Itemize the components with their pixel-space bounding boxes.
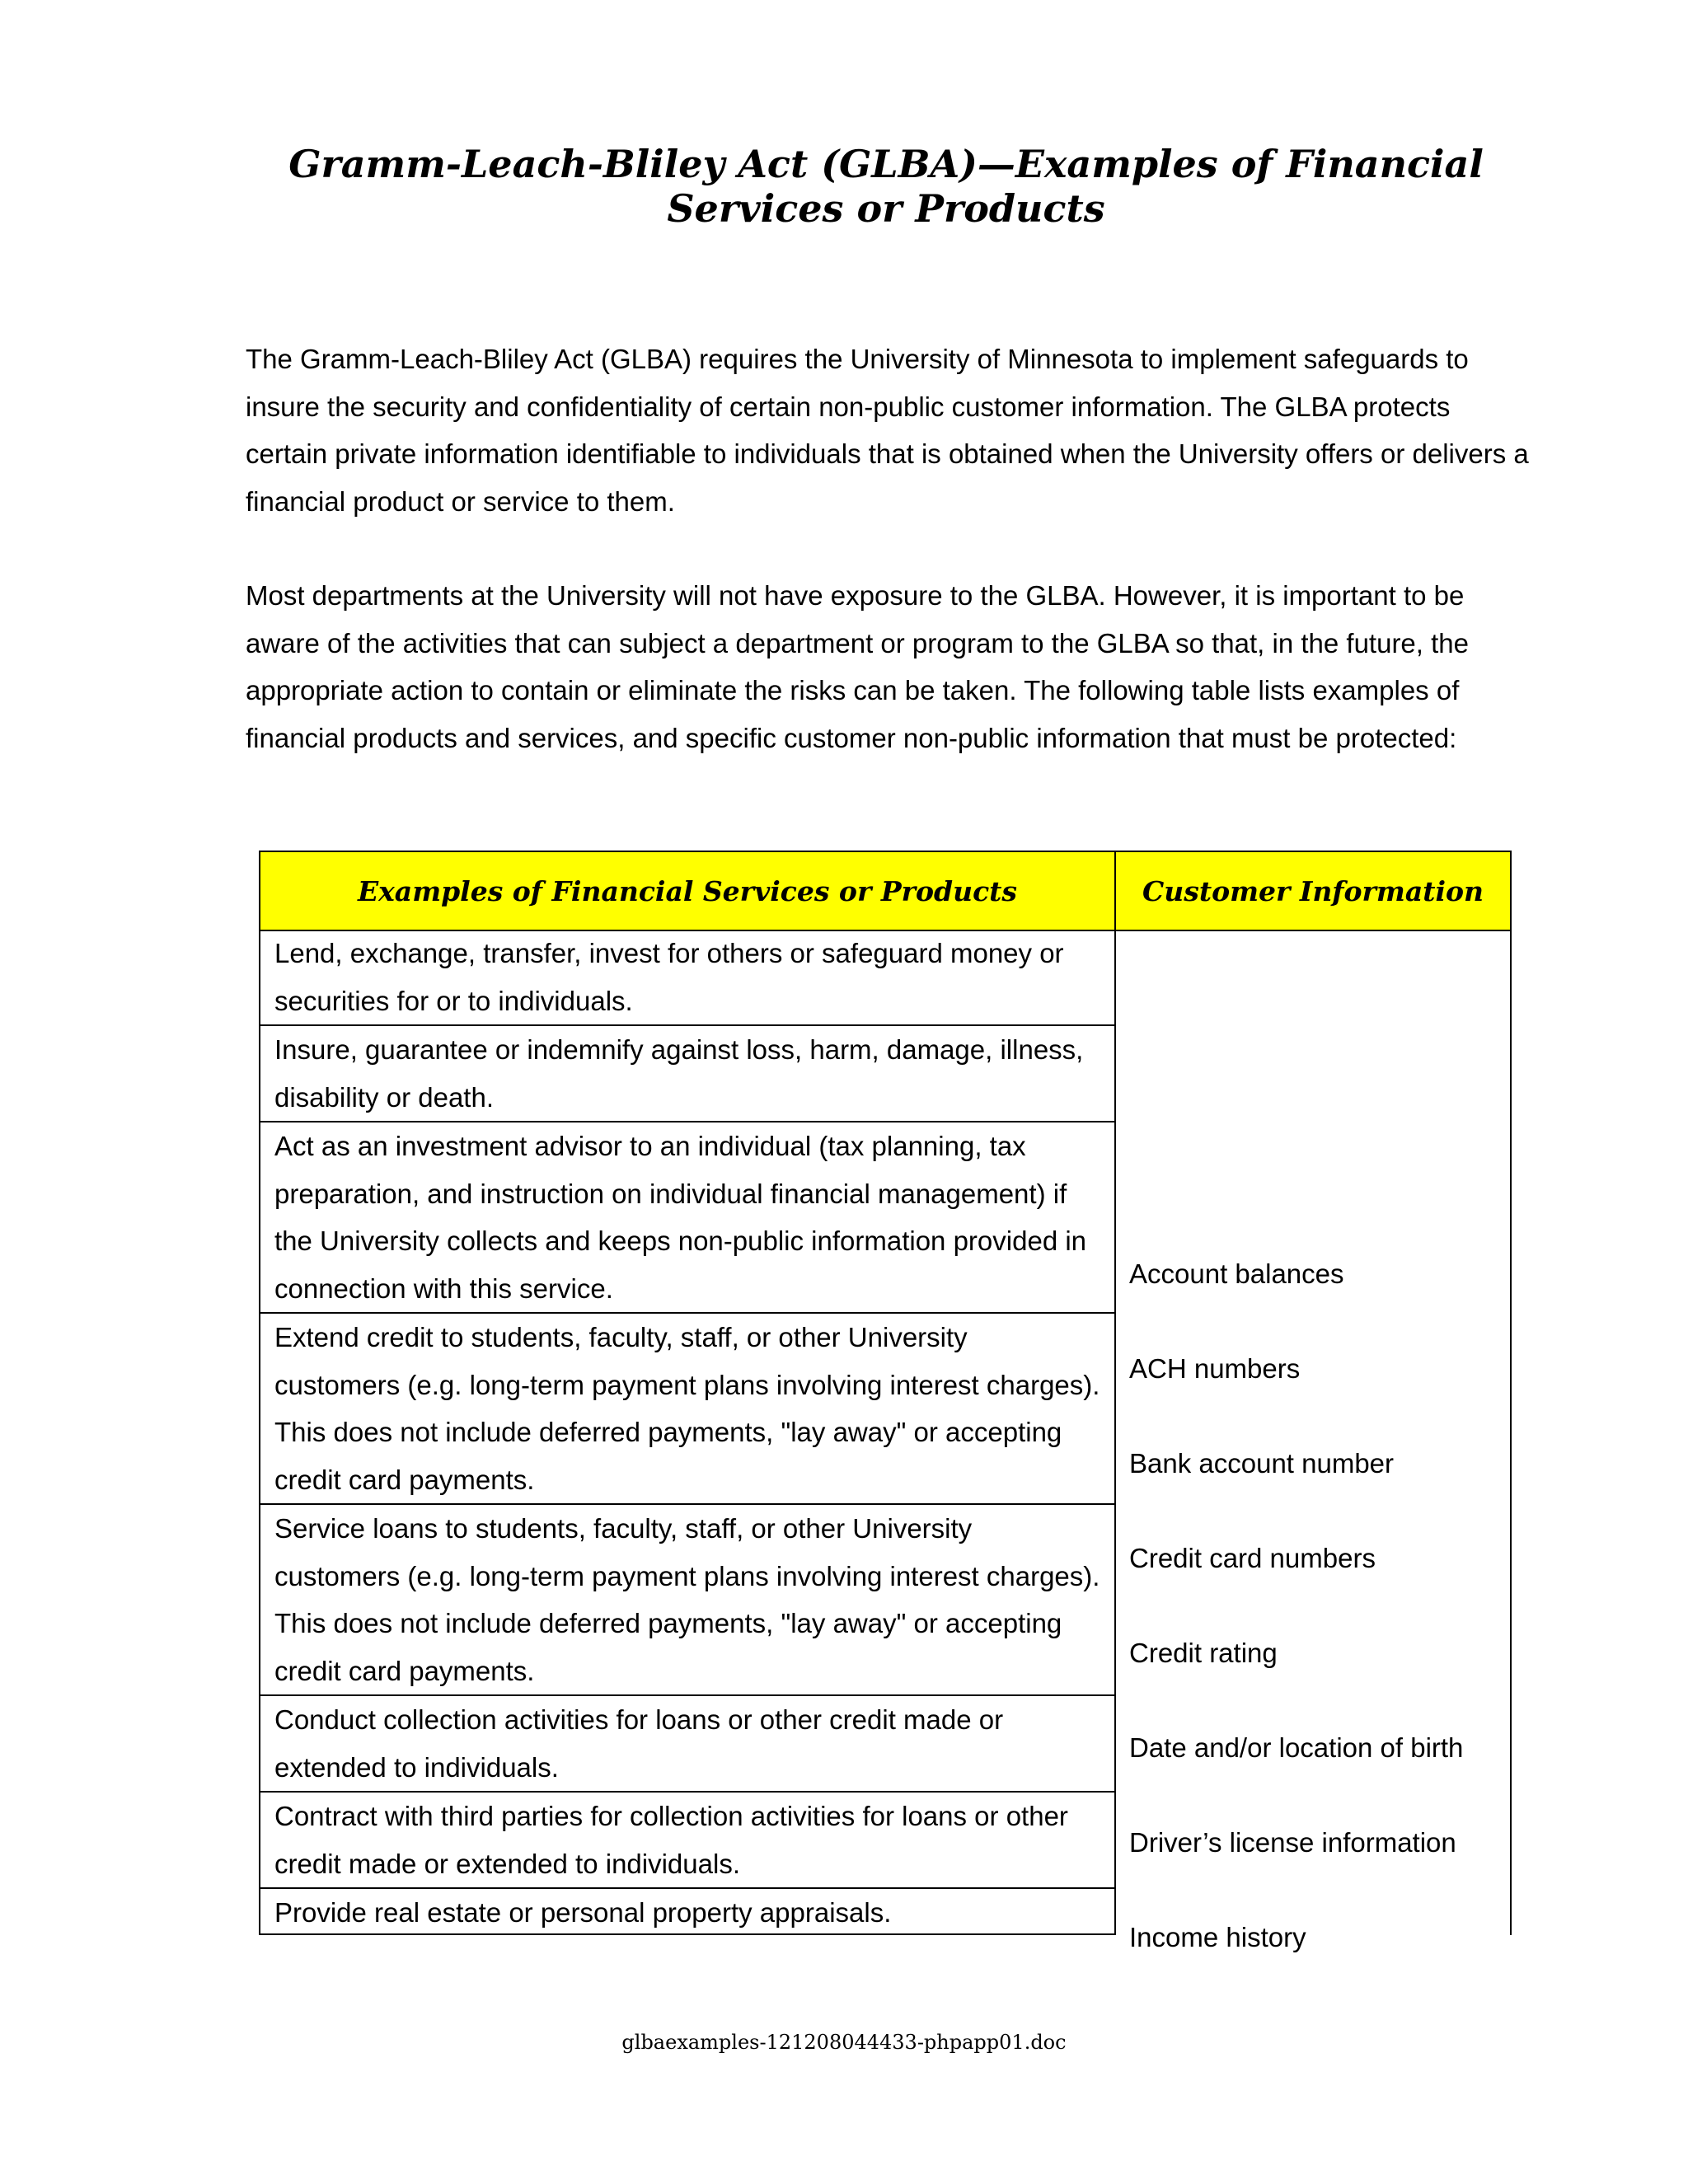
row-text-line: Act as an investment advisor to an individual (tax planning, tax	[274, 1131, 1026, 1161]
row-text-line: securities for or to individuals.	[274, 985, 633, 1016]
row-text-line: disability or death.	[274, 1081, 494, 1113]
document-footer: glbaexamples-121208044433-phpapp01.doc	[621, 2031, 1067, 2054]
row-text-line: credit card payments.	[274, 1464, 535, 1495]
row-text-line: the University collects and keeps non-public information provided in	[274, 1226, 1087, 1256]
row-text-line: Insure, guarantee or indemnify against loss, harm, damage, illness,	[274, 1034, 1084, 1065]
paragraph-line: financial products and services, and specific customer non-public information that must be protected:	[246, 722, 1457, 753]
customer-info-column	[1114, 930, 1512, 1952]
row-text-line: customers (e.g. long-term payment plans involving interest charges).	[274, 1369, 1100, 1400]
list-item: Bank account number	[1129, 1448, 1395, 1479]
row-text-line: Conduct collection activities for loans or other credit made or	[274, 1704, 1004, 1735]
row-text-line: Lend, exchange, transfer, invest for others or safeguard money or	[274, 938, 1064, 968]
paragraph-line: insure the security and confidentiality of certain non-public customer information. The GLBA protects	[246, 391, 1451, 422]
row-text-line: Service loans to students, faculty, staff, or other University	[274, 1513, 973, 1544]
paragraph-line: aware of the activities that can subject a department or program to the GLBA so that, in the future, the	[246, 627, 1470, 658]
table-row	[260, 1122, 1114, 1314]
table-header-examples: Examples of Financial Services or Products	[259, 851, 1116, 931]
paragraph-line: appropriate action to contain or eliminate the risks can be taken. The following table lists examples of	[246, 675, 1460, 705]
row-text-line: connection with this service.	[274, 1272, 613, 1304]
paragraph-line: The Gramm-Leach-Bliley Act (GLBA) requires the University of Minnesota to implement safeguards to	[246, 344, 1469, 374]
paragraph-line: certain private information identifiable to individuals that is obtained when the University offers or delivers a	[246, 438, 1529, 469]
table-row	[260, 1505, 1114, 1696]
row-text-line: Provide real estate or personal property appraisals.	[274, 1897, 892, 1928]
table-row	[260, 1026, 1114, 1122]
list-item: Date and/or location of birth	[1129, 1732, 1464, 1763]
row-text-line: This does not include deferred payments, "lay away" or accepting	[274, 1417, 1062, 1447]
row-text-line: customers (e.g. long-term payment plans involving interest charges).	[274, 1560, 1100, 1591]
glba-examples-table	[259, 851, 1512, 1952]
table-header-customer-info: Customer Information	[1114, 851, 1512, 931]
list-item: Credit rating	[1129, 1638, 1278, 1668]
row-text-line: credit card payments.	[274, 1655, 535, 1686]
table-row	[260, 1889, 1114, 1937]
row-text-line: credit made or extended to individuals.	[274, 1848, 740, 1879]
row-text-line: Contract with third parties for collection activities for loans or other	[274, 1801, 1068, 1831]
examples-column	[259, 930, 1116, 1935]
title-line: Services or Products	[667, 186, 1105, 231]
table-row	[260, 1696, 1114, 1793]
list-item: Account balances	[1129, 1258, 1344, 1289]
page-title	[231, 142, 1541, 231]
title-line: Gramm-Leach-Bliley Act (GLBA)—Examples of Financial	[288, 142, 1484, 186]
table-row	[260, 1314, 1114, 1505]
list-item: ACH numbers	[1129, 1353, 1301, 1384]
table-row	[260, 1793, 1114, 1889]
list-item: Income history	[1129, 1922, 1306, 1952]
row-text-line: extended to individuals.	[274, 1751, 559, 1783]
intro-paragraph	[246, 335, 1564, 525]
row-text-line: Extend credit to students, faculty, staff, or other University	[274, 1322, 968, 1352]
table-row	[260, 930, 1114, 1026]
exposure-paragraph	[246, 572, 1564, 762]
list-item: Driver’s license information	[1129, 1827, 1456, 1858]
paragraph-line: financial product or service to them.	[246, 485, 675, 517]
paragraph-line: Most departments at the University will not have exposure to the GLBA. However, it is important to be	[246, 580, 1465, 611]
list-item: Credit card numbers	[1129, 1543, 1376, 1573]
row-text-line: preparation, and instruction on individual financial management) if	[274, 1178, 1067, 1209]
customer-info-list	[1129, 1226, 1463, 1985]
row-text-line: This does not include deferred payments, "lay away" or accepting	[274, 1608, 1062, 1638]
